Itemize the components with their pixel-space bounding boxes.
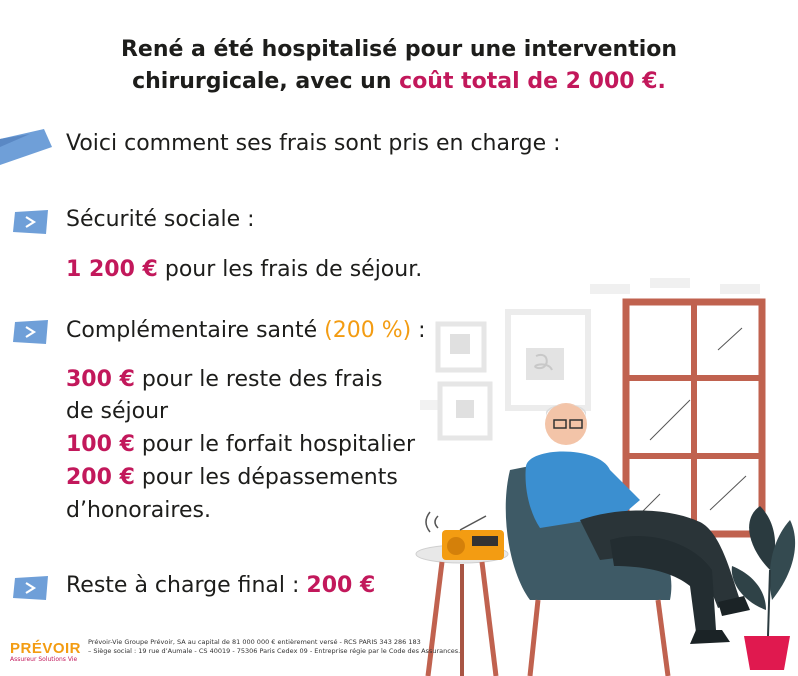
item-text: pour le forfait hospitalier [134,432,415,457]
item-amount: 100 € [66,432,135,457]
list-item [66,366,382,394]
complementaire-colon: : [411,318,426,343]
complementaire-heading [66,317,426,345]
reste-label: Reste à charge final : [66,573,307,598]
item-text: d’honoraires. [66,498,211,523]
legal-line-2: – Siège social : 19 rue d’Aumale - CS 40019 - 75306 Paris Cedex 09 - Entreprise régie par le Code des Assurances. [88,647,461,655]
list-item [66,497,211,525]
item-amount: 300 € [66,367,135,392]
complementaire-title: Complémentaire santé [66,318,325,343]
reste-amount: 200 € [306,573,376,598]
item-amount: 200 € [66,465,135,490]
title-line-1: René a été hospitalisé pour une intervention [120,37,678,62]
intro-text: Voici comment ses frais sont pris en charge : [66,131,561,156]
chevron-right-icon [12,208,50,236]
complementaire-rate: (200 %) [324,318,412,343]
item-text: de séjour [66,399,169,424]
chevron-right-icon [12,318,50,346]
title-line-2 [0,66,798,98]
logo-name: PRÉVOIR [10,640,82,657]
legal-footer [88,638,460,656]
item-text: pour le reste des frais [134,367,383,392]
ribbon-icon [0,125,56,171]
room-illustration [400,270,798,676]
chevron-right-icon [12,574,50,602]
list-item [66,464,398,492]
reste-a-charge [66,572,375,600]
securite-heading: Sécurité sociale : [66,207,255,232]
list-item [66,431,415,459]
securite-text: pour les frais de séjour. [157,257,423,282]
list-item [66,398,168,426]
prevoir-logo [10,640,81,663]
securite-line [66,256,422,284]
total-cost: coût total de 2 000 €. [399,69,666,94]
item-text: pour les dépassements [134,465,398,490]
logo-tagline: Assureur Solutions Vie [10,656,78,663]
legal-line-1: Prévoir-Vie Groupe Prévoir, SA au capital de 81 000 000 € entièrement versé - RCS PARIS 343 286 183 [88,638,421,646]
title-prefix: chirurgicale, avec un [132,69,400,94]
securite-amount: 1 200 € [66,257,158,282]
page-title [0,34,798,98]
